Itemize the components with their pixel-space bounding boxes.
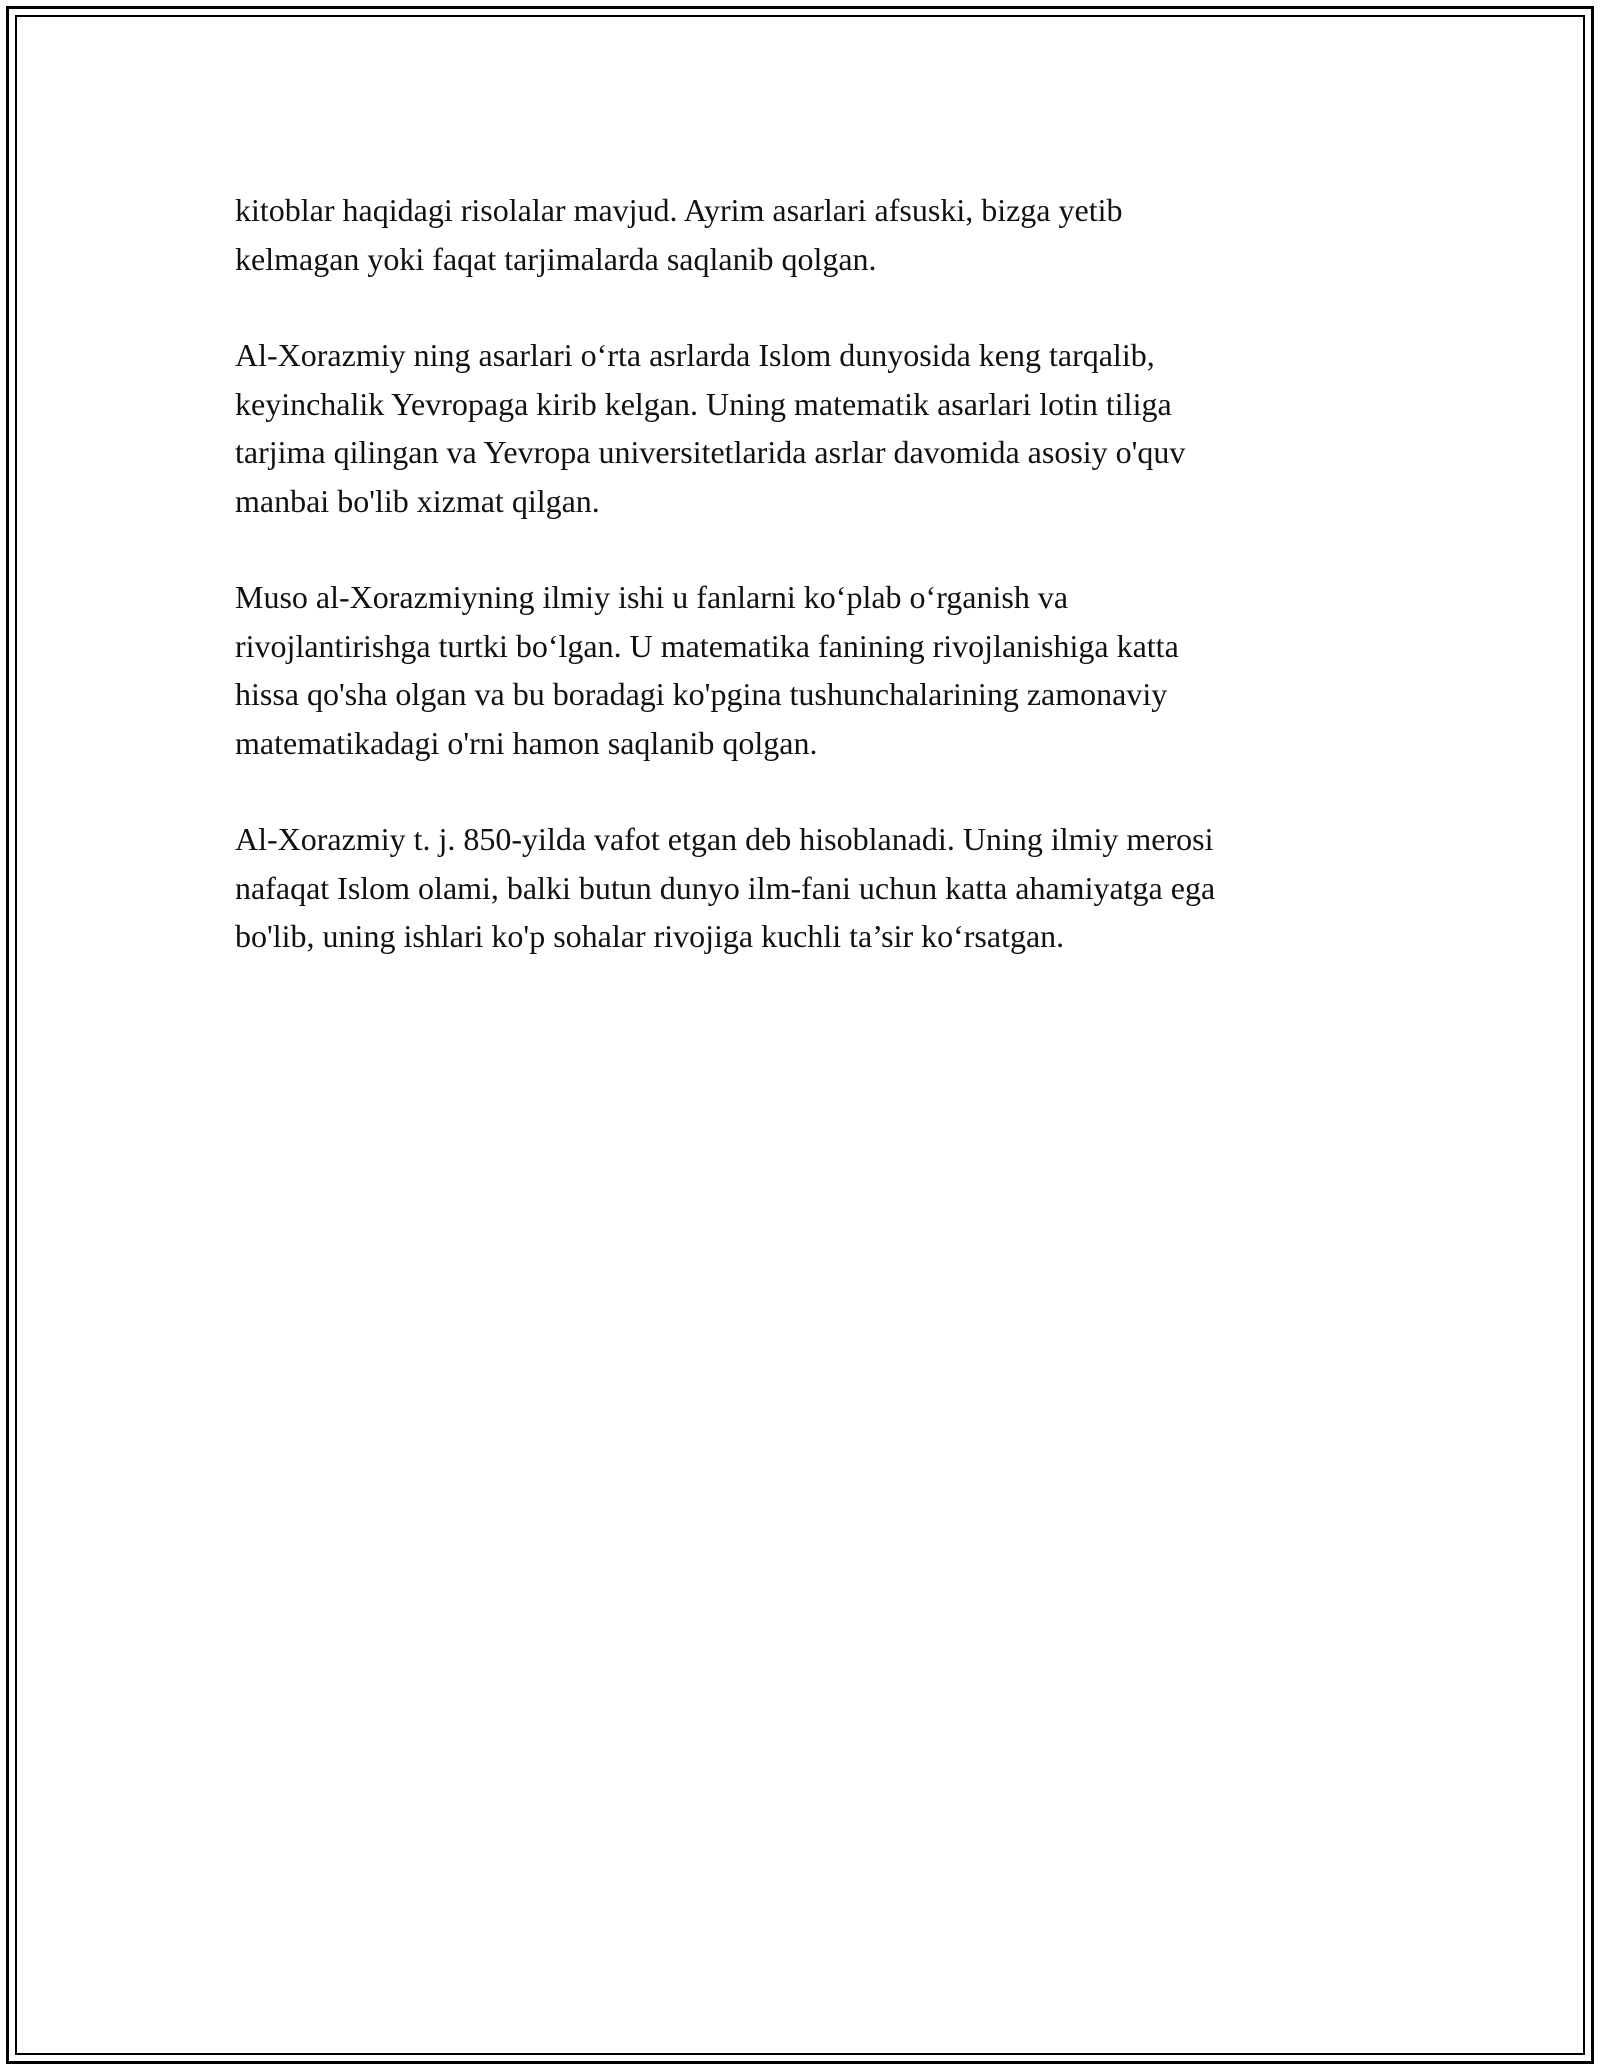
document-body xyxy=(235,186,1385,1009)
paragraph-lost-works: kitoblar haqidagi risolalar mavjud. Ayrim asarlari afsuski, bizga yetib kelmagan yoki faqat tarjimalarda saqlanib qolgan. xyxy=(235,192,1123,277)
paragraph-legacy: Al-Xorazmiy t. j. 850-yilda vafot etgan deb hisoblanadi. Uning ilmiy merosi nafaqat Islom olami, balki butun dunyo ilm-fani uchun katta ahamiyatga ega bo'lib, uning ishlari ko'p sohalar rivojiga kuchli ta’sir ko‘rsatgan. xyxy=(235,821,1216,954)
paragraph-spread-to-europe: Al-Xorazmiy ning asarlari o‘rta asrlarda Islom dunyosida keng tarqalib, keyinchalik Yevropaga kirib kelgan. Uning matematik asarlari lotin tiliga tarjima qilingan va Yevropa universitetlarida asrlar davomida asosiy o'quv manbai bo'lib xizmat qilgan. xyxy=(235,337,1186,519)
paragraph-scientific-work: Muso al-Xorazmiyning ilmiy ishi u fanlarni ko‘plab o‘rganish va rivojlantirishga turtki bo‘lgan. U matematika fanining rivojlanishiga katta hissa qo'sha olgan va bu boradagi ko'pgina tushunchalarining zamonaviy matematikadagi o'rni hamon saqlanib qolgan. xyxy=(235,579,1179,761)
